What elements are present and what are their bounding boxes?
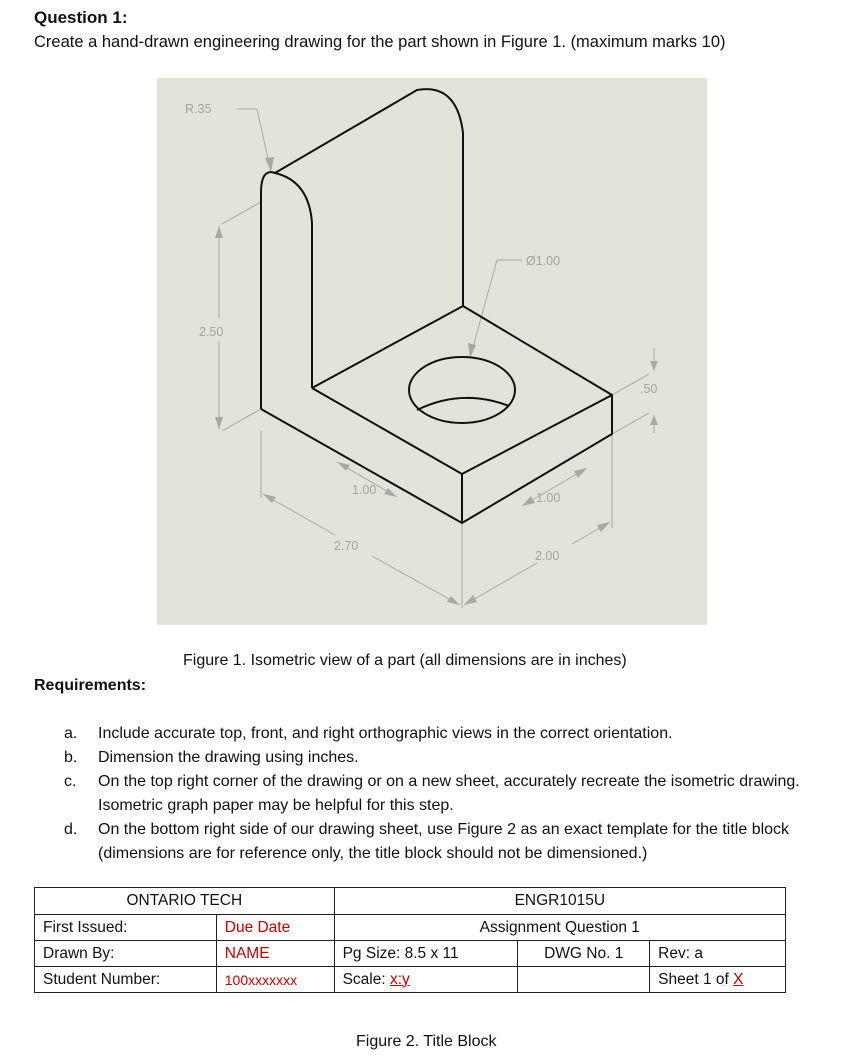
height-arrow-up: [215, 226, 223, 238]
requirement-label: a.: [64, 725, 78, 742]
student-number-value: 100xxxxxxx: [216, 967, 334, 993]
requirement-item: [64, 770, 844, 818]
figure-1-caption: Figure 1. Isometric view of a part (all dimensions are in inches): [183, 652, 627, 669]
title-block: [34, 887, 786, 993]
requirement-text: On the bottom right side of our drawing sheet, use Figure 2 as an exact template for the title block (dimensions are for reference only, the title block should not be dimensioned.): [98, 821, 790, 862]
figure-2-caption: Figure 2. Title Block: [356, 1033, 497, 1050]
hole-dim-right-arrow: [522, 496, 535, 506]
scale-cell: [334, 967, 518, 993]
upright-front-face: [261, 172, 312, 409]
first-issued-label: First Issued:: [35, 915, 217, 941]
upright-top-curve: [275, 89, 463, 306]
drawn-by-label: Drawn By:: [35, 941, 217, 967]
length-label: 2.70: [334, 539, 359, 553]
requirement-label: b.: [64, 749, 78, 766]
empty-cell: [518, 967, 650, 993]
requirement-text: Include accurate top, front, and right orthographic views in the correct orientation.: [98, 725, 673, 742]
hole-dim-right-arrow-2: [574, 468, 587, 478]
dimension-arrows: [215, 157, 658, 605]
height-label: 2.50: [199, 325, 224, 339]
height-ext-top: [222, 202, 261, 224]
thickness-arrow-down: [650, 361, 658, 371]
diameter-arrowhead: [468, 343, 476, 358]
requirements-list: [64, 722, 844, 866]
requirement-text: Dimension the drawing using inches.: [98, 749, 359, 766]
sheet-cell: [650, 967, 786, 993]
thickness-ext-bottom: [612, 413, 649, 434]
page-size: Pg Size: 8.5 x 11: [334, 941, 518, 967]
inner-corner-edge: [312, 306, 463, 388]
width-arrow-right: [597, 522, 610, 532]
thickness-arrow-up: [650, 415, 658, 425]
length-arrow-right: [447, 596, 460, 605]
part-outline: [261, 89, 612, 523]
hole-offset-label-right: 1.00: [536, 491, 561, 505]
height-ext-bottom: [222, 409, 261, 431]
figure-1-isometric-view: [157, 78, 707, 625]
question-title: Question 1:: [34, 8, 128, 27]
thickness-label: .50: [640, 382, 658, 396]
sheet-label: Sheet 1 of: [658, 970, 734, 988]
diameter-leader: [470, 260, 497, 358]
hole-top-ellipse: [409, 357, 515, 423]
base-top-face: [312, 306, 612, 474]
hole-inner-edge: [417, 398, 509, 410]
requirements-title: Requirements:: [34, 677, 147, 694]
hole-dim-left-arrow-2: [384, 488, 397, 497]
question-text: Create a hand-drawn engineering drawing for the part shown in Figure 1. (maximum marks 10): [34, 33, 726, 51]
dimension-lines: [219, 109, 654, 608]
requirement-item: [64, 746, 844, 770]
dimension-labels: [185, 102, 657, 563]
requirement-item: [64, 722, 844, 746]
drawing-number: DWG No. 1: [518, 941, 650, 967]
radius-arrowhead: [265, 157, 274, 172]
height-arrow-down: [215, 417, 223, 429]
width-label: 2.00: [535, 549, 560, 563]
isometric-drawing: [157, 78, 707, 625]
length-arrow-left: [263, 494, 276, 503]
width-arrow-left: [464, 595, 477, 605]
title-block-assignment: Assignment Question 1: [334, 915, 785, 941]
radius-label: R.35: [185, 102, 212, 116]
scale-label: Scale:: [342, 970, 390, 988]
hole-dim-left-arrow: [337, 462, 350, 471]
length-dim-right: [372, 556, 460, 605]
hole-offset-label-left: 1.00: [352, 483, 377, 497]
hole: [409, 357, 515, 423]
first-issued-value: Due Date: [216, 915, 334, 941]
diameter-label: Ø1.00: [526, 254, 561, 268]
title-block-org: ONTARIO TECH: [35, 888, 335, 915]
student-number-label: Student Number:: [35, 967, 217, 993]
title-block-course: ENGR1015U: [334, 888, 785, 915]
sheet-value: X: [733, 970, 744, 988]
requirement-label: d.: [64, 821, 78, 838]
scale-value: x:y: [389, 970, 410, 988]
requirement-item: [64, 818, 844, 866]
revision: Rev: a: [650, 941, 786, 967]
requirement-label: c.: [64, 773, 77, 790]
drawn-by-value: NAME: [216, 941, 334, 967]
requirement-text: On the top right corner of the drawing or on a new sheet, accurately recreate the isometric drawing. Isometric graph paper may be helpful for this step.: [98, 773, 800, 814]
